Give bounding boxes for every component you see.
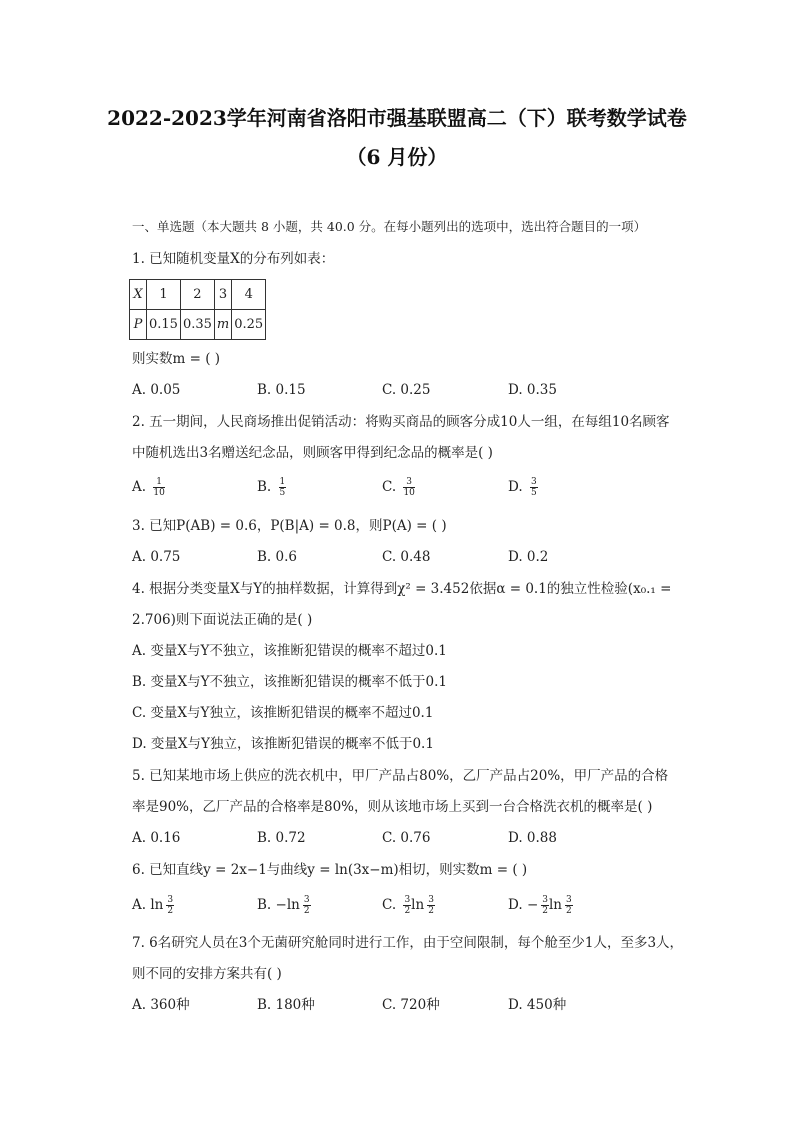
fraction (279, 477, 287, 498)
numerator: 3 (167, 895, 174, 905)
coefficient-fraction (403, 895, 411, 916)
q7-stem-line2: 则不同的安排方案共有( ) (132, 966, 282, 982)
q1-option-d: D. 0.35 (508, 382, 557, 398)
fraction (530, 477, 538, 498)
q7-option-a: A. 360种 (132, 997, 190, 1013)
section-heading: 一、单选题（本大题共 8 小题，共 40.0 分。在每小题列出的选项中，选出符合题目的一项） (132, 219, 647, 234)
numerator: 3 (530, 477, 537, 487)
table-cell: 1 (147, 280, 181, 310)
table-cell: m (214, 310, 231, 340)
ln-text: ln (548, 897, 562, 913)
numerator: 3 (566, 895, 572, 905)
ln-text: ln (411, 897, 425, 913)
minus-sign: − (526, 897, 539, 913)
q5-option-b: B. 0.72 (257, 830, 306, 846)
option-label: B. (257, 897, 272, 913)
denominator: 2 (303, 906, 310, 916)
option-label: C. (382, 479, 397, 495)
numerator: 3 (303, 895, 310, 905)
table-cell: P (130, 310, 147, 340)
denominator: 10 (153, 488, 165, 498)
fraction (153, 477, 164, 498)
option-label: C. (382, 897, 397, 913)
option-label: A. (132, 479, 147, 495)
q6-option-c (382, 895, 435, 916)
table-row (130, 280, 266, 310)
q1-stem: 1. 已知随机变量X的分布列如表： (132, 251, 335, 267)
q5-stem-line2: 率是90%，乙厂产品的合格率是80%，则从该地市场上买到一台合格洗衣机的概率是( ) (132, 799, 653, 815)
q5-option-a: A. 0.16 (132, 830, 181, 846)
option-label: A. (132, 897, 147, 913)
denominator: 5 (279, 488, 286, 498)
denominator: 2 (542, 906, 548, 916)
table-cell: 2 (180, 280, 214, 310)
q2-stem-line2: 中随机选出3名赠送纪念品，则顾客甲得到纪念品的概率是( ) (132, 445, 493, 461)
fraction (166, 895, 174, 916)
q3-option-d: D. 0.2 (508, 549, 549, 565)
table-cell: 3 (214, 280, 231, 310)
ln-text: ln (150, 897, 164, 913)
q1-option-b: B. 0.15 (257, 382, 306, 398)
q6-stem: 6. 已知直线y = 2x−1与曲线y = ln(3x−m)相切，则实数m = ( ) (132, 862, 528, 878)
q1-ask: 则实数m = ( ) (132, 351, 221, 367)
q5-option-d: D. 0.88 (508, 830, 557, 846)
distribution-table (129, 279, 266, 340)
numerator: 1 (153, 477, 164, 488)
fraction (403, 477, 414, 498)
q6-option-d (508, 895, 573, 916)
q4-stem-line2: 2.706)则下面说法正确的是( ) (132, 612, 313, 628)
fraction (303, 895, 311, 916)
q7-option-c: C. 720种 (382, 997, 440, 1013)
q5-option-c: C. 0.76 (382, 830, 431, 846)
q2-option-b (257, 477, 286, 498)
numerator: 3 (542, 895, 548, 905)
numerator: 3 (428, 895, 434, 905)
fraction (427, 895, 435, 916)
q4-option-a: A. 变量X与Y不独立，该推断犯错误的概率不超过0.1 (132, 643, 447, 659)
q6-option-b (257, 895, 311, 916)
q7-option-d: D. 450种 (508, 997, 567, 1013)
table-cell: 4 (232, 280, 266, 310)
q4-stem-line1: 4. 根据分类变量X与Y的抽样数据，计算得到χ² = 3.452依据α = 0.1的独立性检验(x₀.₁ = (132, 581, 672, 597)
option-label: B. (257, 479, 272, 495)
q3-option-a: A. 0.75 (132, 549, 181, 565)
denominator: 5 (530, 488, 537, 498)
table-cell: X (130, 280, 147, 310)
q2-stem-line1: 2. 五一期间，人民商场推出促销活动：将购买商品的顾客分成10人一组，在每组10名顾客 (132, 414, 670, 430)
table-cell: 0.25 (232, 310, 266, 340)
q3-option-b: B. 0.6 (257, 549, 297, 565)
table-row (130, 310, 266, 340)
q2-option-c (382, 477, 415, 498)
q2-option-d (508, 477, 538, 498)
option-label: D. (508, 897, 523, 913)
denominator: 10 (403, 488, 415, 498)
q3-option-c: C. 0.48 (382, 549, 431, 565)
denominator: 2 (167, 906, 174, 916)
q1-option-a: A. 0.05 (132, 382, 181, 398)
numerator: 1 (279, 477, 286, 487)
q3-stem: 3. 已知P(AB) = 0.6，P(B|A) = 0.8，则P(A) = ( ) (132, 518, 447, 534)
denominator: 2 (404, 906, 411, 916)
q4-option-d: D. 变量X与Y独立，该推断犯错误的概率不低于0.1 (132, 736, 434, 752)
q7-stem-line1: 7. 6名研究人员在3个无菌研究舱同时进行工作，由于空间限制，每个舱至少1人，至多3人， (132, 935, 684, 951)
coefficient-fraction (541, 895, 549, 916)
fraction (565, 895, 573, 916)
exam-subtitle: （6 月份） (346, 145, 448, 169)
option-label: D. (508, 479, 523, 495)
exam-title: 2022-2023学年河南省洛阳市强基联盟高二（下）联考数学试卷 (107, 106, 687, 130)
table-cell: 0.15 (147, 310, 181, 340)
denominator: 2 (428, 906, 434, 916)
table-cell: 0.35 (180, 310, 214, 340)
denominator: 2 (566, 906, 572, 916)
q7-option-b: B. 180种 (257, 997, 315, 1013)
q5-stem-line1: 5. 已知某地市场上供应的洗衣机中，甲厂产品占80%，乙厂产品占20%，甲厂产品的合格 (132, 768, 669, 784)
q6-option-a (132, 895, 174, 916)
numerator: 3 (404, 895, 411, 905)
q1-option-c: C. 0.25 (382, 382, 431, 398)
ln-text: −ln (275, 897, 300, 913)
q2-option-a (132, 477, 165, 498)
q4-option-c: C. 变量X与Y独立，该推断犯错误的概率不超过0.1 (132, 705, 434, 721)
q4-option-b: B. 变量X与Y不独立，该推断犯错误的概率不低于0.1 (132, 674, 447, 690)
numerator: 3 (403, 477, 414, 488)
